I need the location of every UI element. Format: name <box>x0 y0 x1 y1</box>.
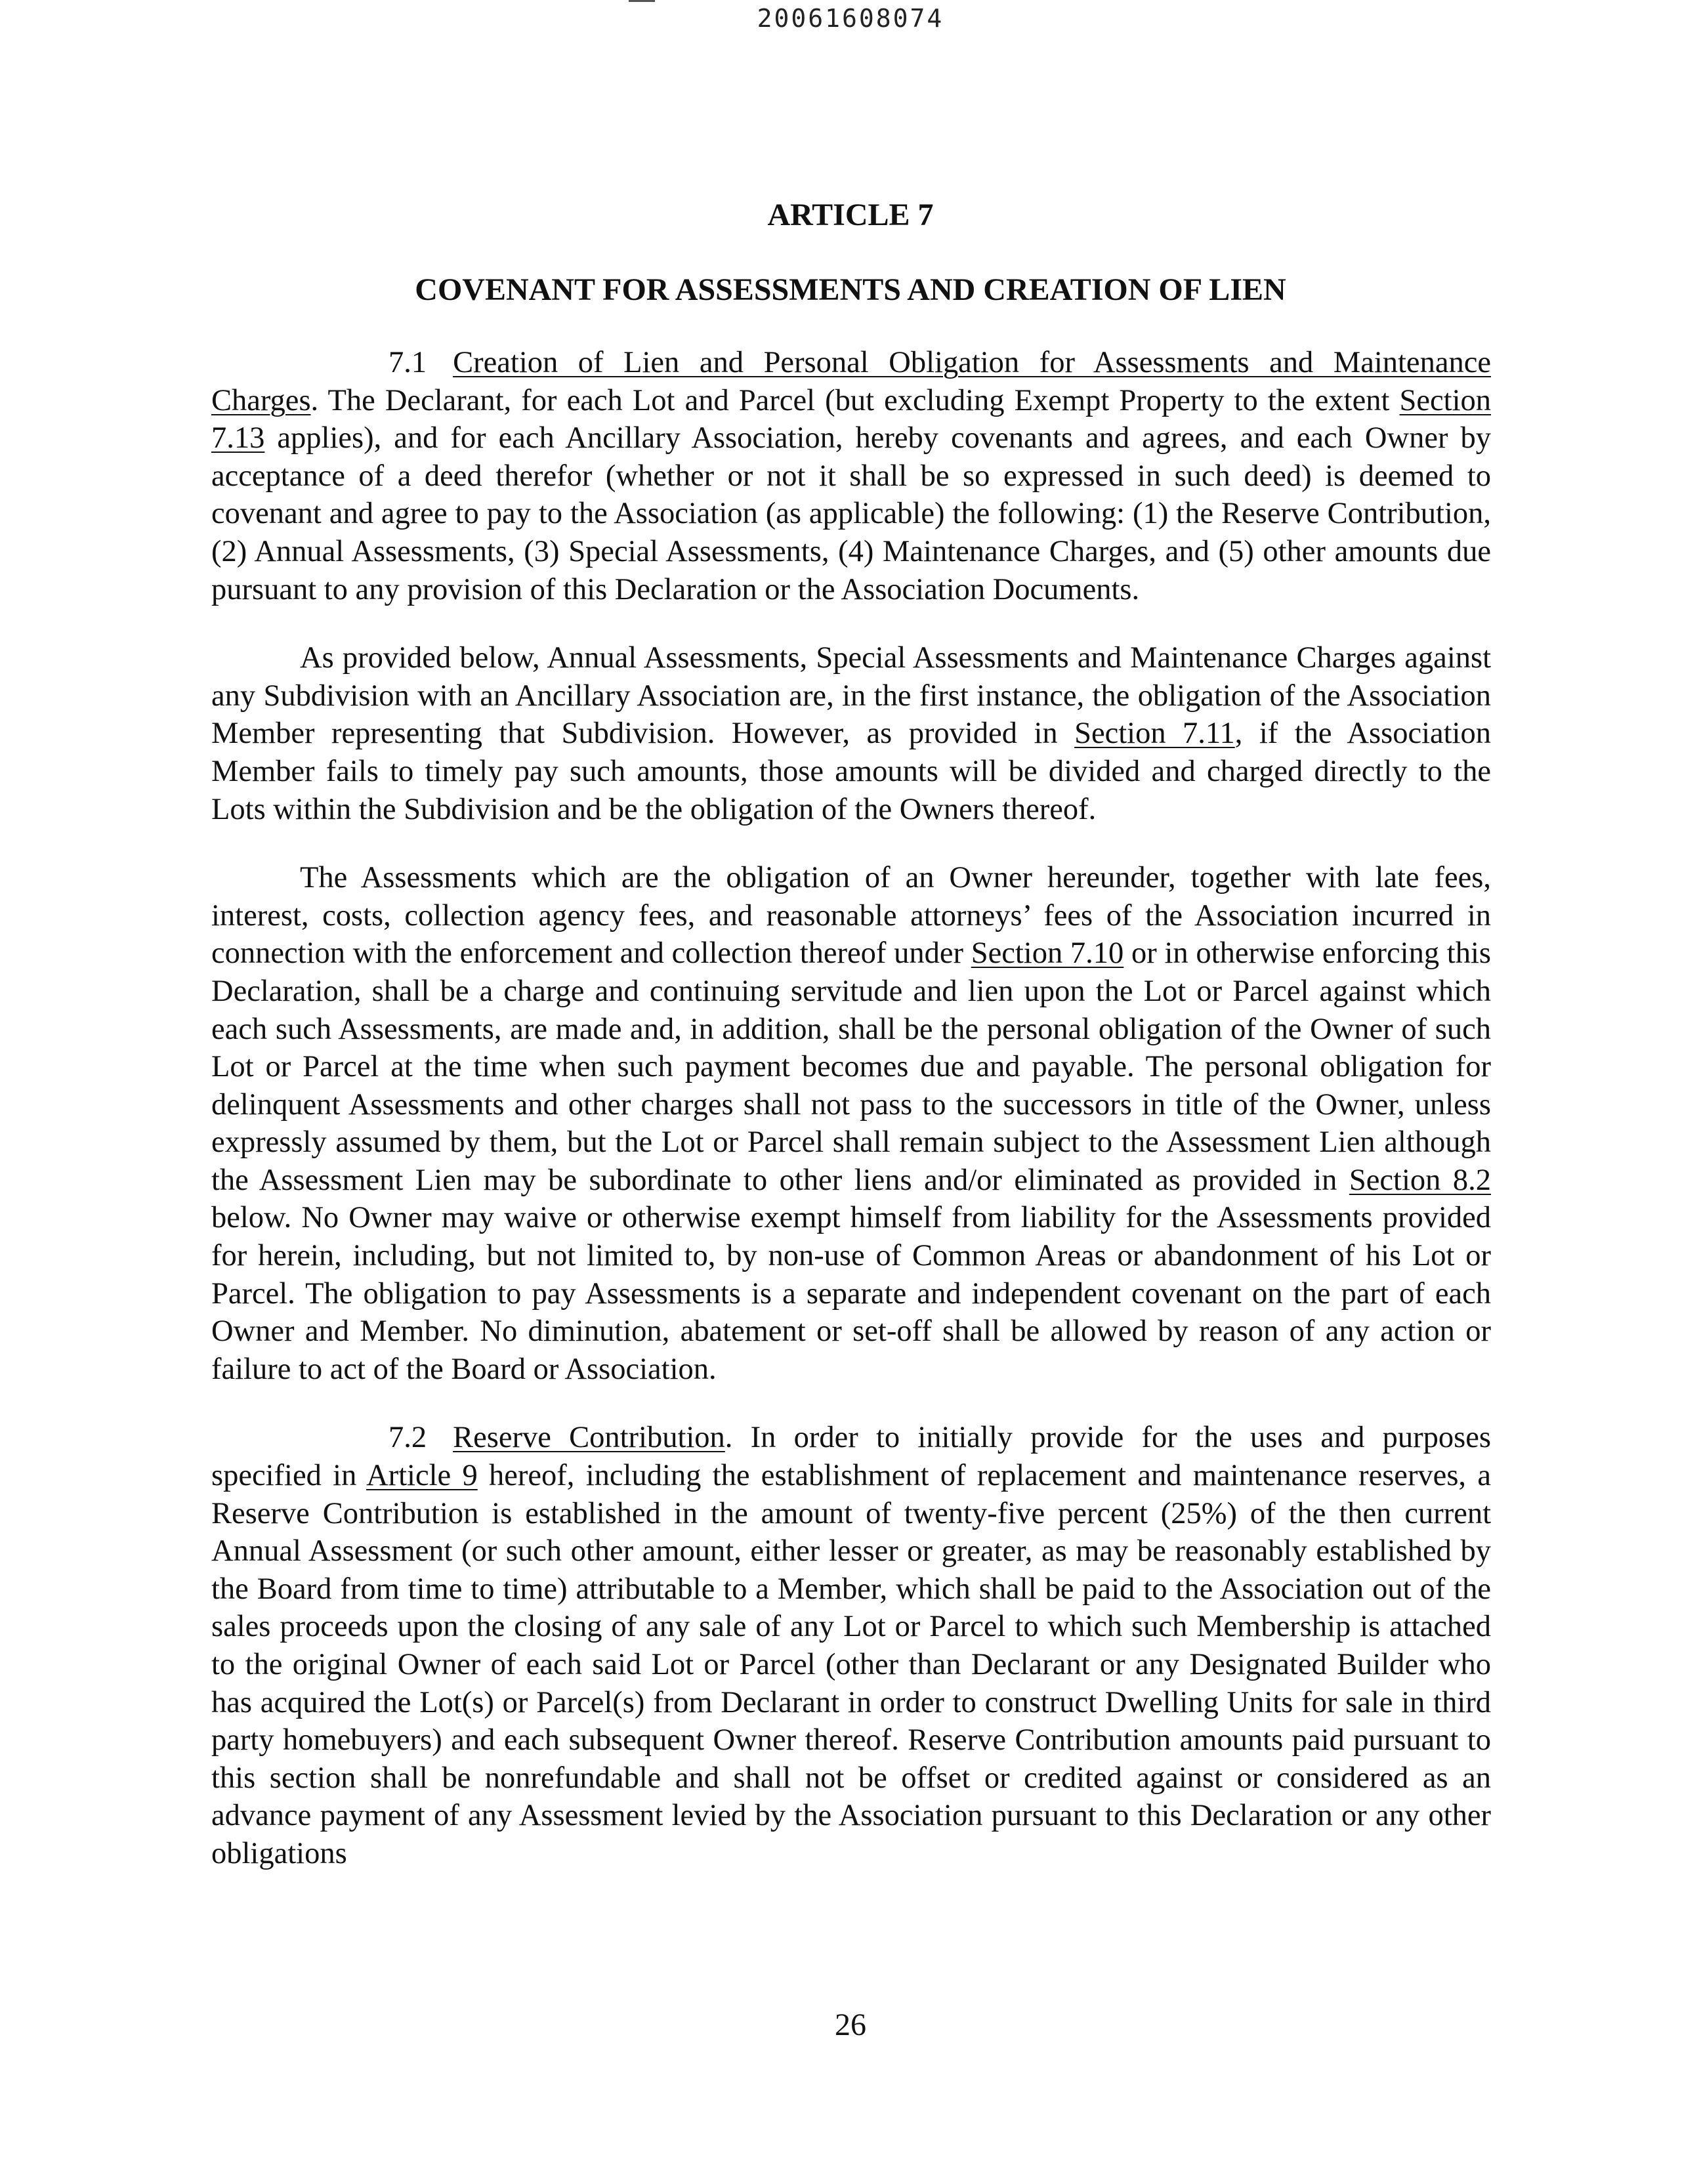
paragraph-text: or in otherwise enforcing this Declaration, shall be a charge and continuing servitude and lien upon the Lot or Parcel against which each such Assessments, are made and, in addition, shall be the personal obligation of the Owner of such Lot or Parcel at the time when such payment becomes due and payable. The personal obligation for delinquent Assessments and other charges shall not pass to the successors in title of the Owner, unless expressly assumed by them, but the Lot or Parcel shall remain subject to the Assessment Lien although the Assessment Lien may be subordinate to other liens and/or eliminated as provided in <box>211 936 1491 1197</box>
paragraph-text: applies), and for each Ancillary Association, hereby covenants and agrees, and each Owner by acceptance of a deed therefor (whether or not it shall be so expressed in such deed) is deemed to covenant and agree to pay to the Association (as applicable) the following: (1) the Reserve Contribution, (2) Annual Assessments, (3) Special Assessments, (4) Maintenance Charges, and (5) other amounts due pursuant to any provision of this Declaration or the Association Documents. <box>211 421 1491 606</box>
section-heading: Reserve Contribution <box>453 1421 725 1455</box>
paragraph-text: below. No Owner may waive or otherwise exempt himself from liability for the Assessments provided for herein, including, but not limited to, by non-use of Common Areas or abandonment of his Lot or Parcel. The obligation to pay Assessments is a separate and independent covenant on the part of each Owner and Member. No diminution, abatement or set-off shall be allowed by reason of any action or failure to act of the Board or Association. <box>211 1201 1491 1386</box>
article-subtitle: COVENANT FOR ASSESSMENTS AND CREATION OF LIEN <box>415 272 1286 307</box>
section-reference: Section 7.11 <box>1074 717 1235 751</box>
paragraph-text: The Assessments which are the obligation of an Owner hereunder, together with late fees, interest, costs, collection agency fees, and reasonable attorneys’ fees of the Association incurred in connection with the enforcement and collection thereof under <box>211 861 1491 971</box>
section-number: 7.2 <box>388 1421 427 1455</box>
article-reference: Article 9 <box>366 1459 478 1493</box>
document-body <box>211 344 1491 1904</box>
article-title: ARTICLE 7 <box>767 198 934 232</box>
section-number: 7.1 <box>388 346 427 379</box>
section-7-1-paragraph <box>211 344 1491 608</box>
scan-mark <box>629 0 655 2</box>
page-number: 26 <box>835 2007 866 2042</box>
paragraph-text: . The Declarant, for each Lot and Parcel (but excluding Exempt Property to the extent <box>310 383 1400 417</box>
section-7-1-paragraph-2 <box>211 639 1491 828</box>
document-number: 20061608074 <box>757 4 944 33</box>
section-heading: Creation of Lien and Personal Obligation for Assessments and Maintenance Charges <box>211 346 1491 417</box>
paragraph-text: , if the Association Member fails to timely pay such amounts, those amounts will be divided and charged directly to the Lots within the Subdivision and be the obligation of the Owners thereof. <box>211 717 1491 826</box>
section-reference: Section 7.13 <box>211 383 1491 455</box>
paragraph-text: As provided below, Annual Assessments, Special Assessments and Maintenance Charges against any Subdivision with an Ancillary Association are, in the first instance, the obligation of the Association Member representing that Subdivision. However, as provided in <box>211 641 1491 751</box>
section-reference: Section 8.2 <box>1349 1163 1492 1197</box>
paragraph-text: . In order to initially provide for the uses and purposes specified in <box>211 1421 1491 1493</box>
section-7-1-paragraph-3 <box>211 859 1491 1388</box>
paragraph-text: hereof, including the establishment of replacement and maintenance reserves, a Reserve Contribution is established in the amount of twenty-five percent (25%) of the then current Annual Assessment (or such other amount, either lesser or greater, as may be reasonably established by the Board from time to time) attributable to a Member, which shall be paid to the Association out of the sales proceeds upon the closing of any sale of any Lot or Parcel to which such Membership is attached to the original Owner of each said Lot or Parcel (other than Declarant or any Designated Builder who has acquired the Lot(s) or Parcel(s) from Declarant in order to construct Dwelling Units for sale in third party homebuyers) and each subsequent Owner thereof. Reserve Contribution amounts paid pursuant to this section shall be nonrefundable and shall not be offset or credited against or considered as an advance payment of any Assessment levied by the Association pursuant to this Declaration or any other obligations <box>211 1459 1491 1870</box>
section-7-2-paragraph <box>211 1419 1491 1872</box>
section-reference: Section 7.10 <box>971 936 1124 971</box>
